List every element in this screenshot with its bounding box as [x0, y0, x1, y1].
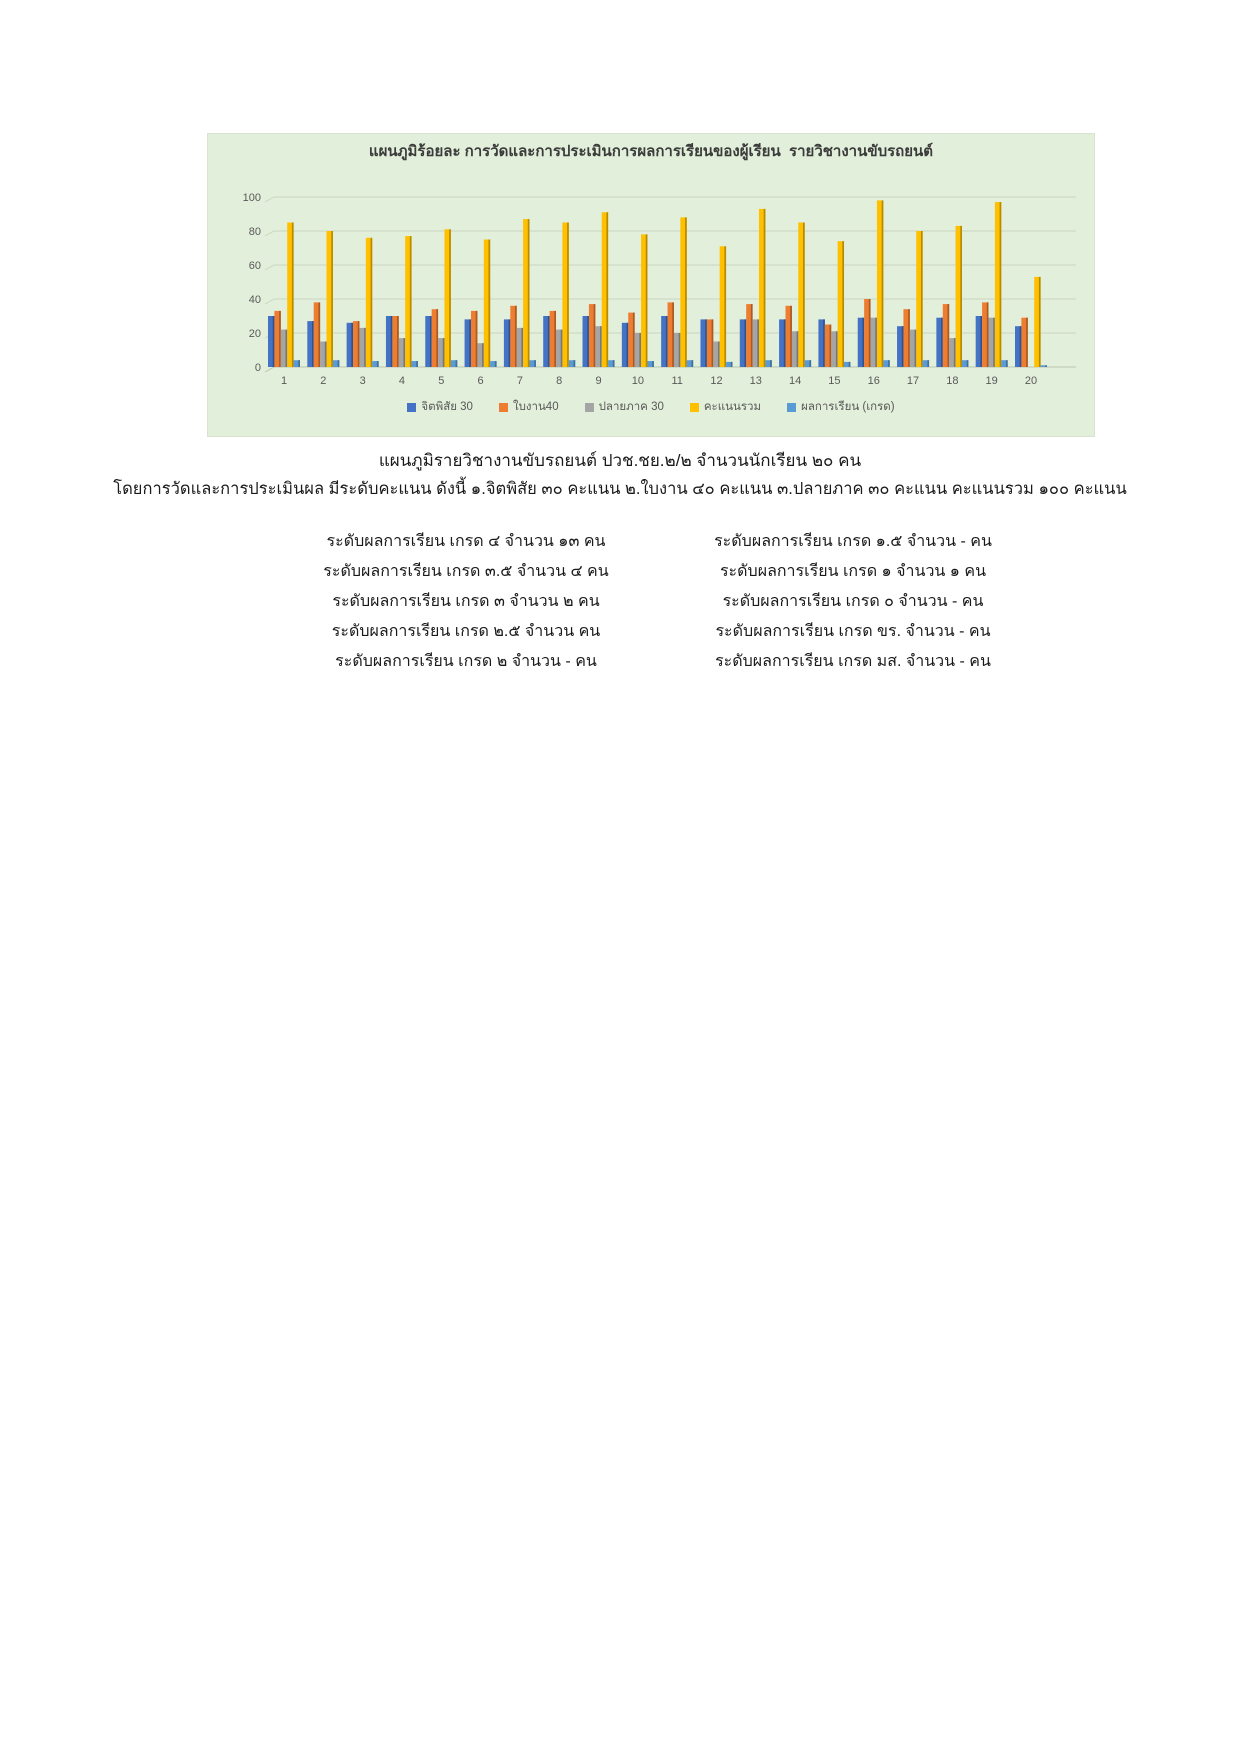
bar-shade	[371, 238, 373, 367]
x-axis-tick-label: 20	[1024, 375, 1038, 387]
bar-shade	[325, 342, 327, 368]
legend-swatch-icon	[787, 403, 796, 412]
gridline	[265, 231, 1076, 236]
gridline	[265, 197, 1076, 202]
bar-shade	[554, 311, 556, 367]
x-axis-tick-label: 18	[946, 375, 959, 387]
bar-shade	[882, 200, 884, 367]
bar-shade	[633, 313, 635, 367]
bar-shade	[744, 319, 746, 367]
bar-shade	[960, 226, 962, 367]
bar-shade	[1000, 202, 1002, 367]
bar-shade	[613, 360, 615, 367]
bar-shade	[809, 360, 811, 367]
x-axis-tick-label: 8	[556, 375, 563, 387]
bar-shade	[515, 306, 517, 367]
bar-shade	[534, 360, 536, 367]
chart-caption-line1: แผนภูมิรายวิชางานขับรถยนต์ ปวช.ชย.๒/๒ จำนวนนักเรียน ๒๐ คน	[378, 451, 862, 470]
y-axis-tick-label: 80	[248, 226, 261, 238]
y-axis-tick-label: 100	[242, 192, 261, 204]
bar-shade	[574, 360, 576, 367]
bar-shade	[921, 231, 923, 367]
gridline	[265, 367, 1076, 372]
bar-shade	[875, 318, 877, 367]
legend-swatch-icon	[585, 403, 594, 412]
bar-shade	[430, 316, 432, 367]
bar-shade	[731, 362, 733, 367]
chart-caption-line2: โดยการวัดและการประเมินผล มีระดับคะแนน ดังนี้ ๑.จิตพิสัย ๓๐ คะแนน ๒.ใบงาน ๔๐ คะแนน ๓.ปลายภาค ๓๐ คะแนน คะแนนรวม ๑๐๐ คะแนน	[113, 480, 1127, 498]
bar-shade	[790, 306, 792, 367]
bar-shade	[358, 321, 360, 367]
bar-shade	[888, 360, 890, 367]
y-axis-tick-label: 0	[254, 362, 261, 374]
bar-shade	[770, 360, 772, 367]
bar-shade	[967, 360, 969, 367]
bar-shade	[528, 219, 530, 367]
bar-shade	[449, 229, 451, 367]
legend-item	[690, 398, 761, 416]
bar-shade	[691, 360, 693, 367]
grade-line: ระดับผลการเรียน เกรด มส. จำนวน - คน	[715, 653, 991, 670]
x-axis-tick-label: 2	[320, 375, 327, 387]
legend-label: ผลการเรียน (เกรด)	[801, 401, 895, 413]
bar-shade	[1006, 360, 1008, 367]
bar-shade	[594, 304, 596, 367]
legend-item	[787, 398, 894, 416]
bar-shade	[652, 361, 654, 367]
chart-plot-area	[208, 134, 1094, 436]
bar-shade	[600, 326, 602, 367]
x-axis-tick-label: 7	[516, 375, 523, 387]
grade-line: ระดับผลการเรียน เกรด ๓ จำนวน ๒ คน	[332, 593, 600, 610]
bar-shade	[842, 241, 844, 367]
bar-shade	[403, 338, 405, 367]
legend-item	[407, 398, 473, 416]
x-axis-tick-label: 14	[788, 375, 802, 387]
bar-shade	[987, 302, 989, 367]
bar-shade	[561, 330, 563, 367]
legend-label: ปลายภาค 30	[598, 401, 664, 413]
bar-shade	[391, 316, 393, 367]
x-axis-tick-label: 1	[280, 375, 288, 387]
bar-shade	[718, 342, 720, 368]
bar-shade	[1039, 277, 1041, 367]
bar-shade	[488, 240, 490, 368]
bar-shade	[902, 326, 904, 367]
bar-shade	[286, 330, 288, 367]
x-axis-tick-label: 6	[477, 375, 484, 387]
bar-shade	[476, 311, 478, 367]
bar-shade	[823, 319, 825, 367]
chart-title: แผนภูมิร้อยละ การวัดและการประเมินการผลการเรียนของผู้เรียน รายวิชางานขับรถยนต์	[368, 143, 934, 160]
bar-shade	[495, 361, 497, 367]
legend-label: คะแนนรวม	[703, 401, 762, 413]
bar-shade	[298, 360, 300, 367]
bar-shade	[672, 302, 674, 367]
legend-swatch-icon	[407, 403, 416, 412]
grade-line: ระดับผลการเรียน เกรด ขร. จำนวน - คน	[715, 623, 991, 640]
bar-shade	[830, 325, 832, 368]
bar-shade	[639, 333, 641, 367]
x-axis-tick-label: 5	[438, 375, 445, 387]
score-bar-chart	[207, 133, 1095, 437]
bar-shade	[712, 319, 714, 367]
bar-shade	[751, 304, 753, 367]
y-axis-tick-label: 40	[248, 294, 261, 306]
bar-shade	[587, 316, 589, 367]
x-axis-tick-label: 4	[398, 375, 406, 387]
bar-shade	[849, 362, 851, 367]
bar-shade	[456, 360, 458, 367]
bar-shade	[1026, 318, 1028, 367]
legend-item	[499, 398, 559, 416]
bar-shade	[764, 209, 766, 367]
x-axis-tick-label: 10	[631, 375, 644, 387]
chart-legend	[208, 398, 1094, 416]
x-axis-tick-label: 13	[749, 375, 762, 387]
gridline	[265, 265, 1076, 270]
bar-shade	[469, 319, 471, 367]
grade-line: ระดับผลการเรียน เกรด ๑ จำนวน ๑ คน	[719, 563, 987, 580]
x-axis-tick-label: 15	[828, 375, 841, 387]
bar-shade	[338, 360, 340, 367]
legend-item	[585, 398, 664, 416]
bar-shade	[443, 338, 445, 367]
bar-shade	[331, 231, 333, 367]
legend-label: ใบงาน40	[512, 401, 559, 413]
bar-shade	[397, 316, 399, 367]
bar-shade	[627, 323, 629, 367]
bar-shade	[351, 323, 353, 367]
grade-line: ระดับผลการเรียน เกรด ๒ จำนวน - คน	[335, 653, 597, 670]
bar-shade	[273, 316, 275, 367]
bar-shade	[606, 212, 608, 367]
x-axis-tick-label: 9	[595, 375, 602, 387]
x-axis-tick-label: 11	[671, 375, 683, 387]
bar-shade	[646, 234, 648, 367]
grade-summary-right-column	[673, 527, 1033, 677]
x-axis-tick-label: 3	[359, 375, 366, 387]
grade-line: ระดับผลการเรียน เกรด ๓.๕ จำนวน ๔ คน	[323, 563, 609, 580]
bar-shade	[797, 331, 799, 367]
x-axis-tick-label: 12	[710, 375, 723, 387]
grade-line: ระดับผลการเรียน เกรด ๑.๕ จำนวน - คน	[714, 533, 992, 550]
bar-shade	[685, 217, 687, 367]
bar-shade	[521, 328, 523, 367]
bar-shade	[941, 318, 943, 367]
grade-line: ระดับผลการเรียน เกรด ๐ จำนวน - คน	[722, 593, 984, 610]
x-axis-tick-label: 17	[906, 375, 920, 387]
bar-shade	[292, 223, 294, 368]
bar-shade	[947, 304, 949, 367]
bar-shade	[416, 361, 418, 367]
bar-shade	[666, 316, 668, 367]
bar-shade	[312, 321, 314, 367]
bar-shade	[318, 302, 320, 367]
bar-shade	[548, 316, 550, 367]
bar-shade	[567, 223, 569, 368]
bar-shade	[757, 319, 759, 367]
bar-shade	[436, 309, 438, 367]
bar-shade	[803, 223, 805, 368]
bar-shade	[509, 319, 511, 367]
bar-shade	[1020, 326, 1022, 367]
bar-shade	[908, 309, 910, 367]
grade-line: ระดับผลการเรียน เกรด ๒.๕ จำนวน คน	[331, 623, 601, 640]
bar-shade	[679, 333, 681, 367]
x-axis-tick-label: 16	[867, 375, 880, 387]
bar-shade	[410, 236, 412, 367]
bar-shade	[1045, 365, 1047, 367]
bar-shade	[836, 331, 838, 367]
bar-shade	[869, 299, 871, 367]
bar-shade	[724, 246, 726, 367]
x-axis-tick-label: 19	[985, 375, 998, 387]
bar-shade	[862, 318, 864, 367]
bar-shade	[377, 361, 379, 367]
grade-summary-left-column	[286, 527, 646, 677]
legend-label: จิตพิสัย 30	[421, 401, 473, 413]
bar-shade	[784, 319, 786, 367]
legend-swatch-icon	[499, 403, 508, 412]
bar-shade	[364, 328, 366, 367]
bar-shade	[482, 343, 484, 367]
bar-shade	[915, 330, 917, 367]
bar-shade	[980, 316, 982, 367]
y-axis-tick-label: 20	[248, 328, 261, 340]
bar-shade	[279, 311, 281, 367]
bar-shade	[927, 360, 929, 367]
bar-shade	[993, 318, 995, 367]
legend-swatch-icon	[690, 403, 699, 412]
bar-shade	[705, 319, 707, 367]
bar-shade	[954, 338, 956, 367]
y-axis-tick-label: 60	[248, 260, 261, 272]
grade-line: ระดับผลการเรียน เกรด ๔ จำนวน ๑๓ คน	[326, 533, 606, 550]
